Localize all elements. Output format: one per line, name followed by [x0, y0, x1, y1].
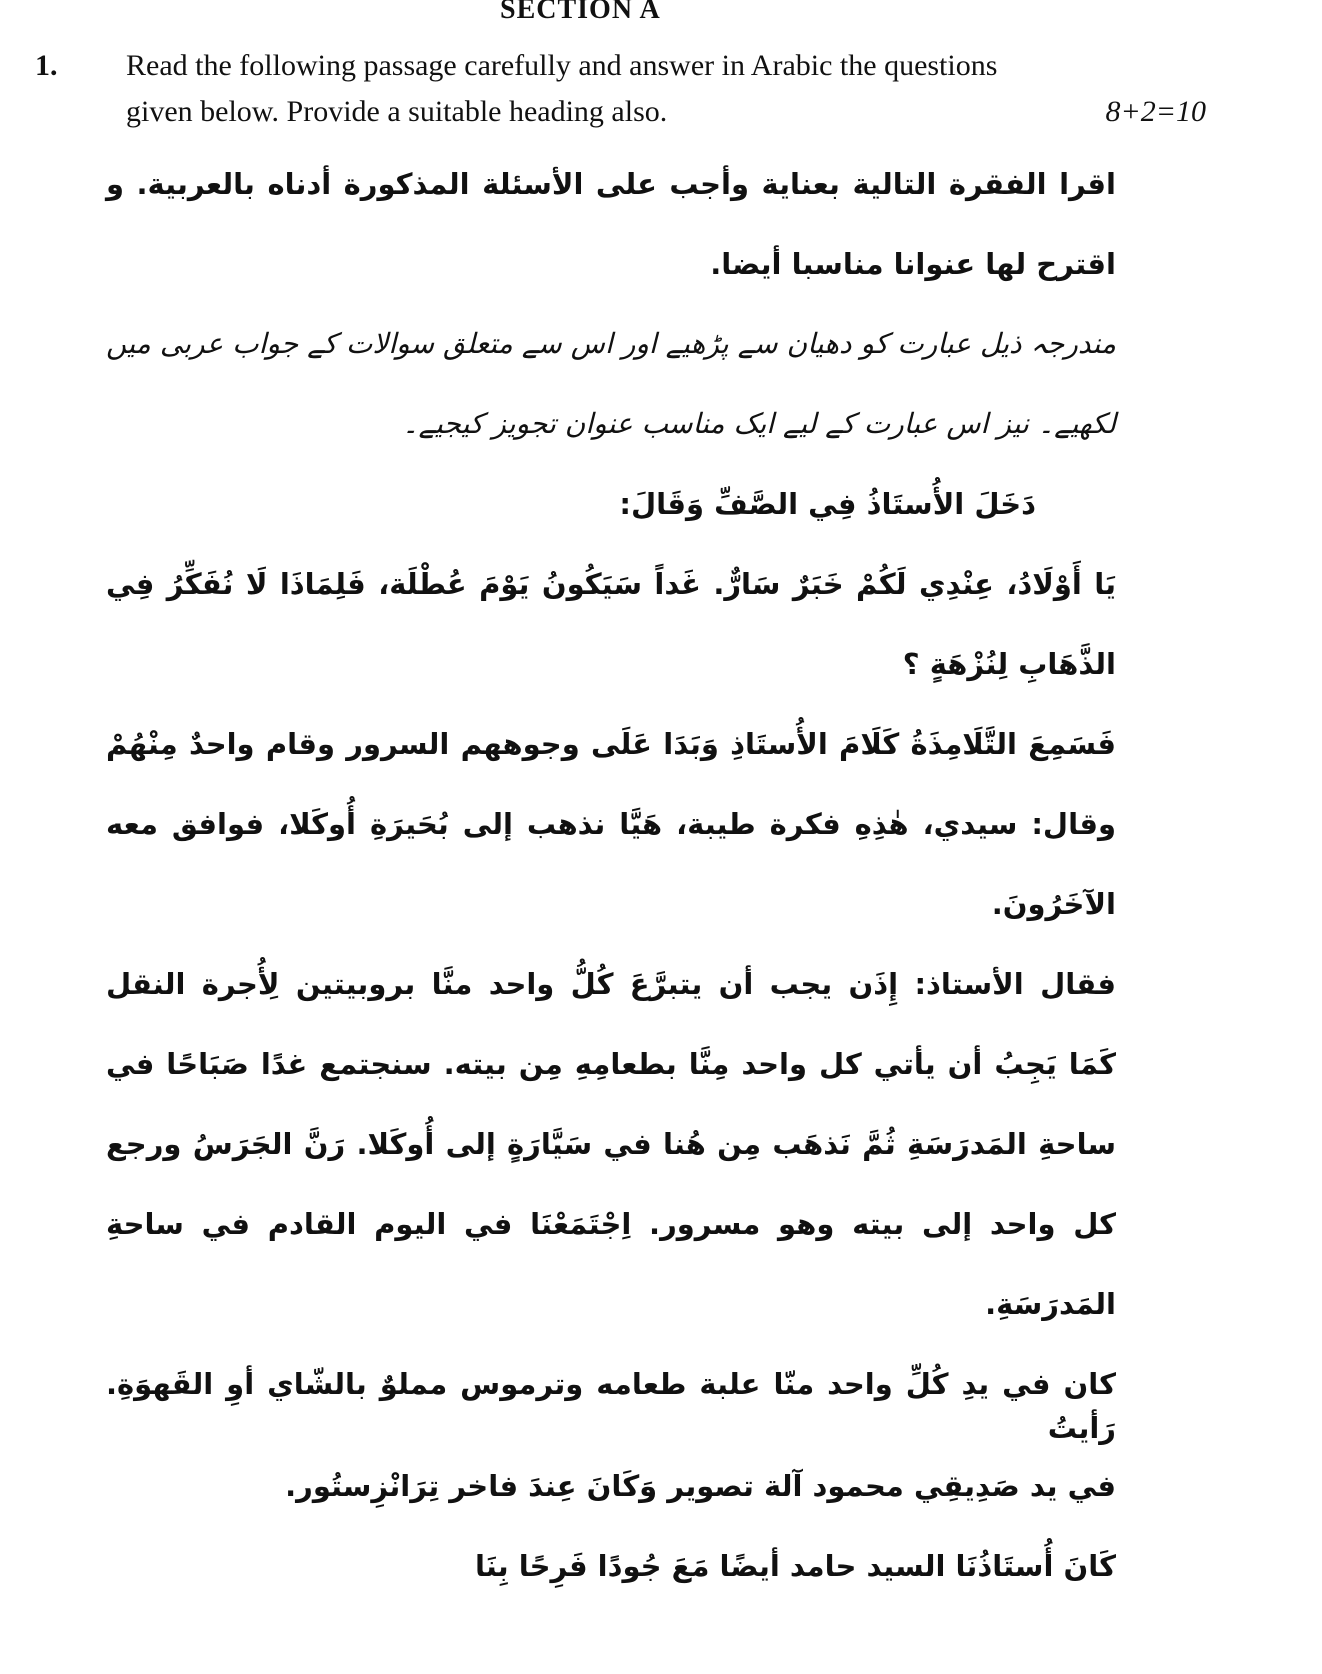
passage-line: ساحةِ المَدرَسَةِ ثُمَّ نَذهَب مِن هُنا في سَيَّارَةٍ إلى أُوكَلا. رَنَّ الجَرَسُ ورجع [106, 1127, 1116, 1161]
question-number: 1. [35, 49, 58, 82]
passage-line: كان في يدِ كُلِّ واحد منّا علبة طعامه وترموس مملوٌ بالشّاي أوِ القَهوَةِ. رَأيتُ [106, 1367, 1116, 1445]
passage-line: كَمَا يَجِبُ أن يأتي كل واحد مِنَّا بطعامِهِ مِن بيته. سنجتمع غدًا صَبَاحًا في [106, 1047, 1116, 1081]
passage-body [106, 148, 1116, 1610]
passage-line: فَسَمِعَ التَّلَامِذَةُ كَلَامَ الأُستَاذِ وَبَدَا عَلَى وجوههم السرور وقام واحدٌ مِنْهُمْ [106, 727, 1116, 761]
question-instruction-line: given below. Provide a suitable heading also. [126, 95, 668, 128]
passage-line: في يد صَدِيقِي محمود آلة تصوير وَكَانَ عِندَ فاخر تِرَانْزِستُور. [285, 1469, 1116, 1503]
passage-line: كل واحد إلى بيته وهو مسرور. اِجْتَمَعْنَا في اليوم القادم في ساحةِ [106, 1207, 1116, 1241]
passage-line: يَا أَوْلَادُ، عِنْدِي لَكُمْ خَبَرٌ سَارٌّ. غَداً سَيَكُونُ يَوْمَ عُطْلَة، فَلِمَاذَا لَا نُفَكِّرُ فِي [106, 567, 1116, 601]
passage-opening-line: دَخَلَ الأُستَاذُ فِي الصَّفِّ وَقَالَ: [619, 487, 1036, 521]
section-heading: SECTION A [500, 0, 661, 25]
passage-line: المَدرَسَةِ. [985, 1287, 1116, 1321]
question-header [0, 0, 1322, 148]
question-marks: 8+2=10 [1105, 95, 1206, 128]
arabic-instruction-line: اقترح لها عنوانا مناسبا أيضا. [710, 247, 1116, 281]
passage-line: الذَّهَابِ لِنُزْهَةٍ ؟ [902, 647, 1116, 681]
passage-line: وقال: سيدي، هٰذِهِ فكرة طيبة، هَيَّا نذهب إلى بُحَيرَةِ أُوكَلا، فوافق معه [106, 807, 1116, 841]
urdu-instruction-line: مندرجہ ذیل عبارت کو دھیان سے پڑھیے اور اس سے متعلق سوالات کے جواب عربی میں [106, 327, 1116, 360]
arabic-instruction-line: اقرا الفقرة التالية بعناية وأجب على الأسئلة المذكورة أدناه بالعربية. و [106, 167, 1116, 201]
urdu-instruction-line: لکھیے۔ نیز اس عبارت کے لیے ایک مناسب عنوان تجویز کیجیے۔ [402, 407, 1116, 440]
question-instruction-line: Read the following passage carefully and answer in Arabic the questions [126, 49, 998, 82]
passage-line: كَانَ أُستَاذُنَا السيد حامد أيضًا مَعَ جُودًا فَرِحًا بِنَا [475, 1549, 1116, 1583]
passage-line: فقال الأستاذ: إِذَن يجب أن يتبرَّعَ كُلُّ واحد منَّا بروبيتين لِأُجرة النقل [106, 967, 1116, 1001]
passage-line: الآخَرُونَ. [991, 887, 1116, 921]
